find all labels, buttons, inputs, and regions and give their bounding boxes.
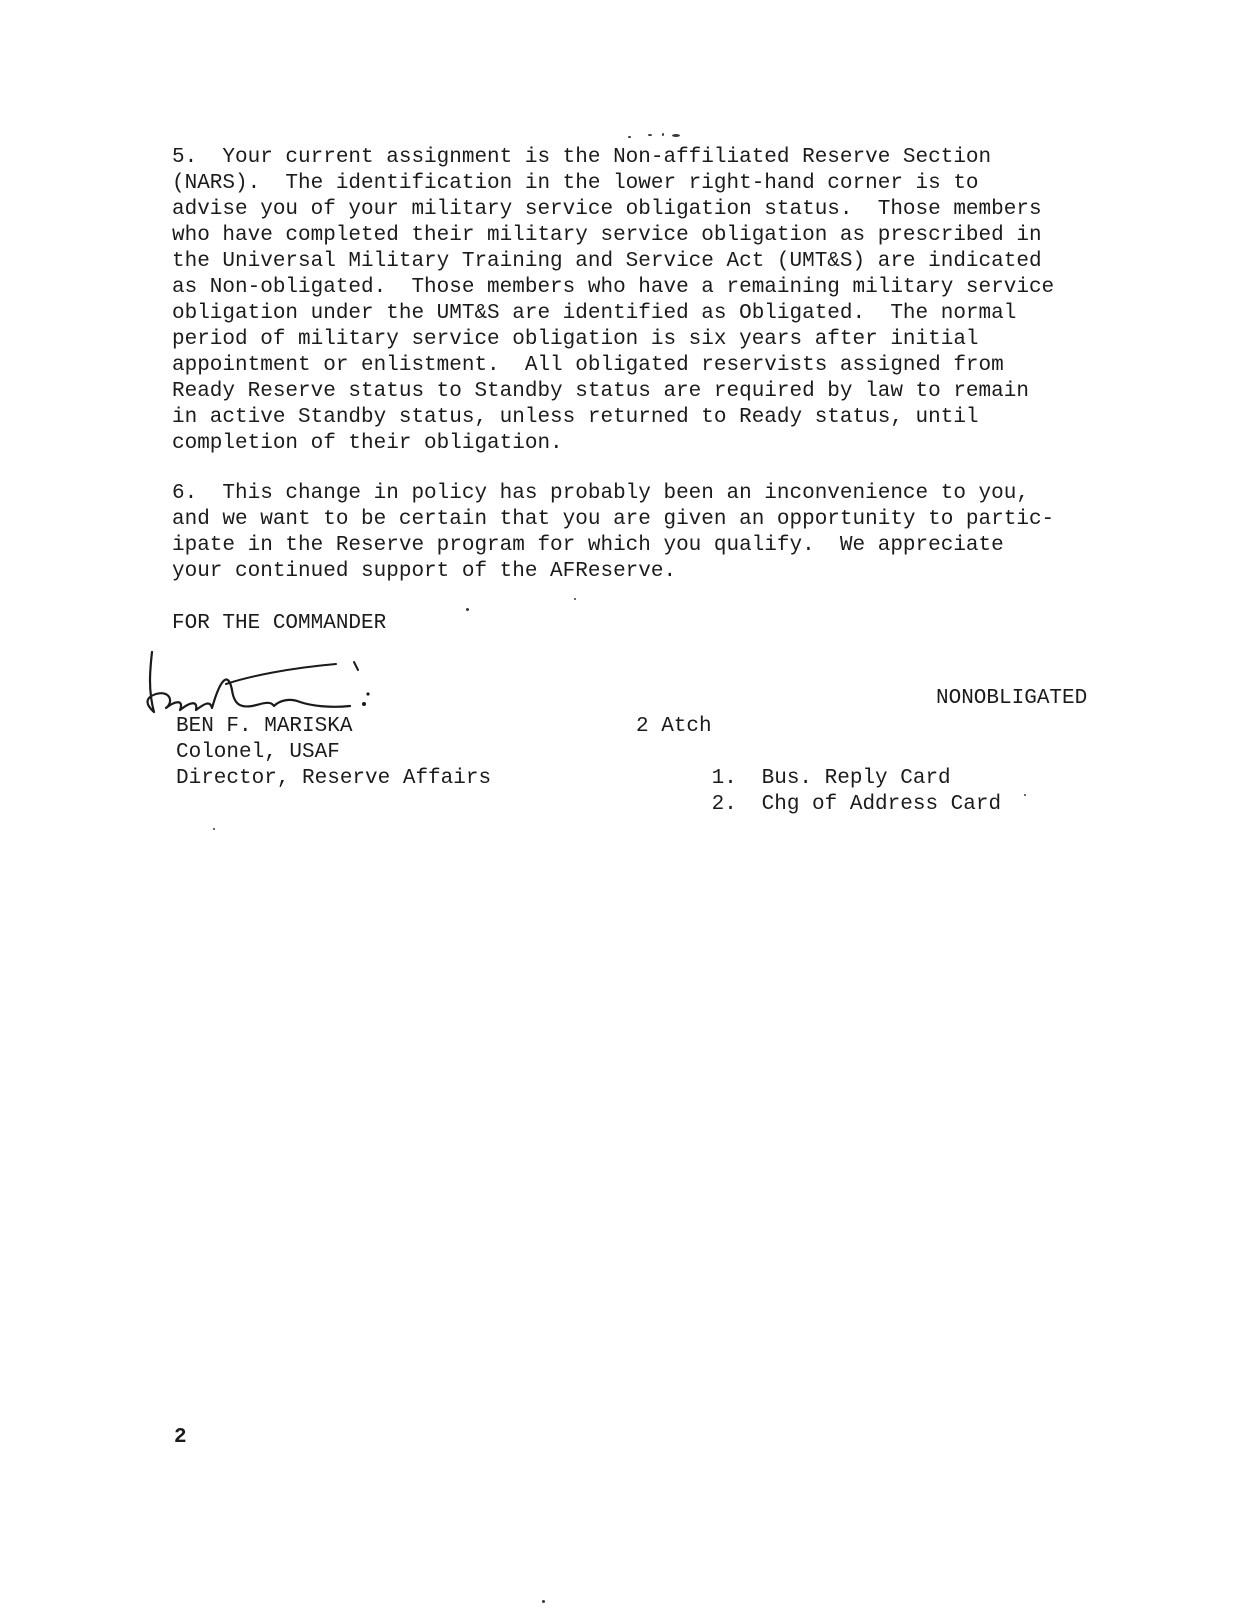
attachments-block: [636, 714, 1002, 816]
scan-speck: [628, 136, 631, 138]
paragraph-line: 6. This change in policy has probably been an inconvenience to you,: [172, 482, 1029, 505]
paragraph-6: [172, 481, 1112, 585]
signer-rank: Colonel, USAF: [176, 741, 340, 764]
page-number: 2: [174, 1426, 187, 1449]
paragraph-line: (NARS). The identification in the lower right-hand corner is to: [172, 172, 979, 195]
attachment-label: Chg of Address Card: [761, 793, 1002, 816]
scan-speck: [213, 828, 215, 830]
paragraph-line: period of military service obligation is six years after initial: [172, 328, 979, 351]
paragraph-5: [172, 145, 1112, 457]
paragraph-line: appointment or enlistment. All obligated reservists assigned from: [172, 354, 1004, 377]
signer-name: BEN F. MARISKA: [176, 715, 353, 738]
paragraph-line: your continued support of the AFReserve.: [172, 560, 677, 583]
signature-block: [176, 714, 491, 792]
obligation-status-tag: NONOBLIGATED: [936, 687, 1088, 710]
paragraph-line: advise you of your military service obligation status. Those members: [172, 198, 1042, 221]
attachment-number: 1.: [711, 767, 737, 790]
attachments-heading: 2 Atch: [636, 715, 712, 738]
scan-speck: [672, 134, 680, 137]
paragraph-line: 5. Your current assignment is the Non-affiliated Reserve Section: [172, 146, 992, 169]
paragraph-line: completion of their obligation.: [172, 432, 563, 455]
scan-speck: [662, 133, 664, 136]
paragraph-line: as Non-obligated. Those members who have a remaining military service: [172, 276, 1055, 299]
attachment-number: 2.: [711, 793, 737, 816]
scan-speck: [466, 608, 469, 611]
scan-speck: [648, 134, 652, 136]
attachment-item: [636, 740, 1001, 790]
scan-speck: [542, 1600, 545, 1603]
paragraph-line: ipate in the Reserve program for which you qualify. We appreciate: [172, 534, 1004, 557]
paragraph-line: in active Standby status, unless returned to Ready status, until: [172, 406, 979, 429]
paragraph-line: who have completed their military service obligation as prescribed in: [172, 224, 1042, 247]
scan-speck: [574, 598, 576, 600]
scan-speck: [1024, 794, 1026, 796]
attachment-label: Bus. Reply Card: [761, 767, 951, 790]
paragraph-line: and we want to be certain that you are given an opportunity to partic-: [172, 508, 1055, 531]
paragraph-line: Ready Reserve status to Standby status are required by law to remain: [172, 380, 1029, 403]
paragraph-line: obligation under the UMT&S are identified as Obligated. The normal: [172, 302, 1017, 325]
paragraph-line: the Universal Military Training and Service Act (UMT&S) are indicated: [172, 250, 1042, 273]
handwritten-signature: [140, 650, 400, 720]
signer-title: Director, Reserve Affairs: [176, 767, 492, 790]
closing-line: FOR THE COMMANDER: [172, 612, 387, 635]
